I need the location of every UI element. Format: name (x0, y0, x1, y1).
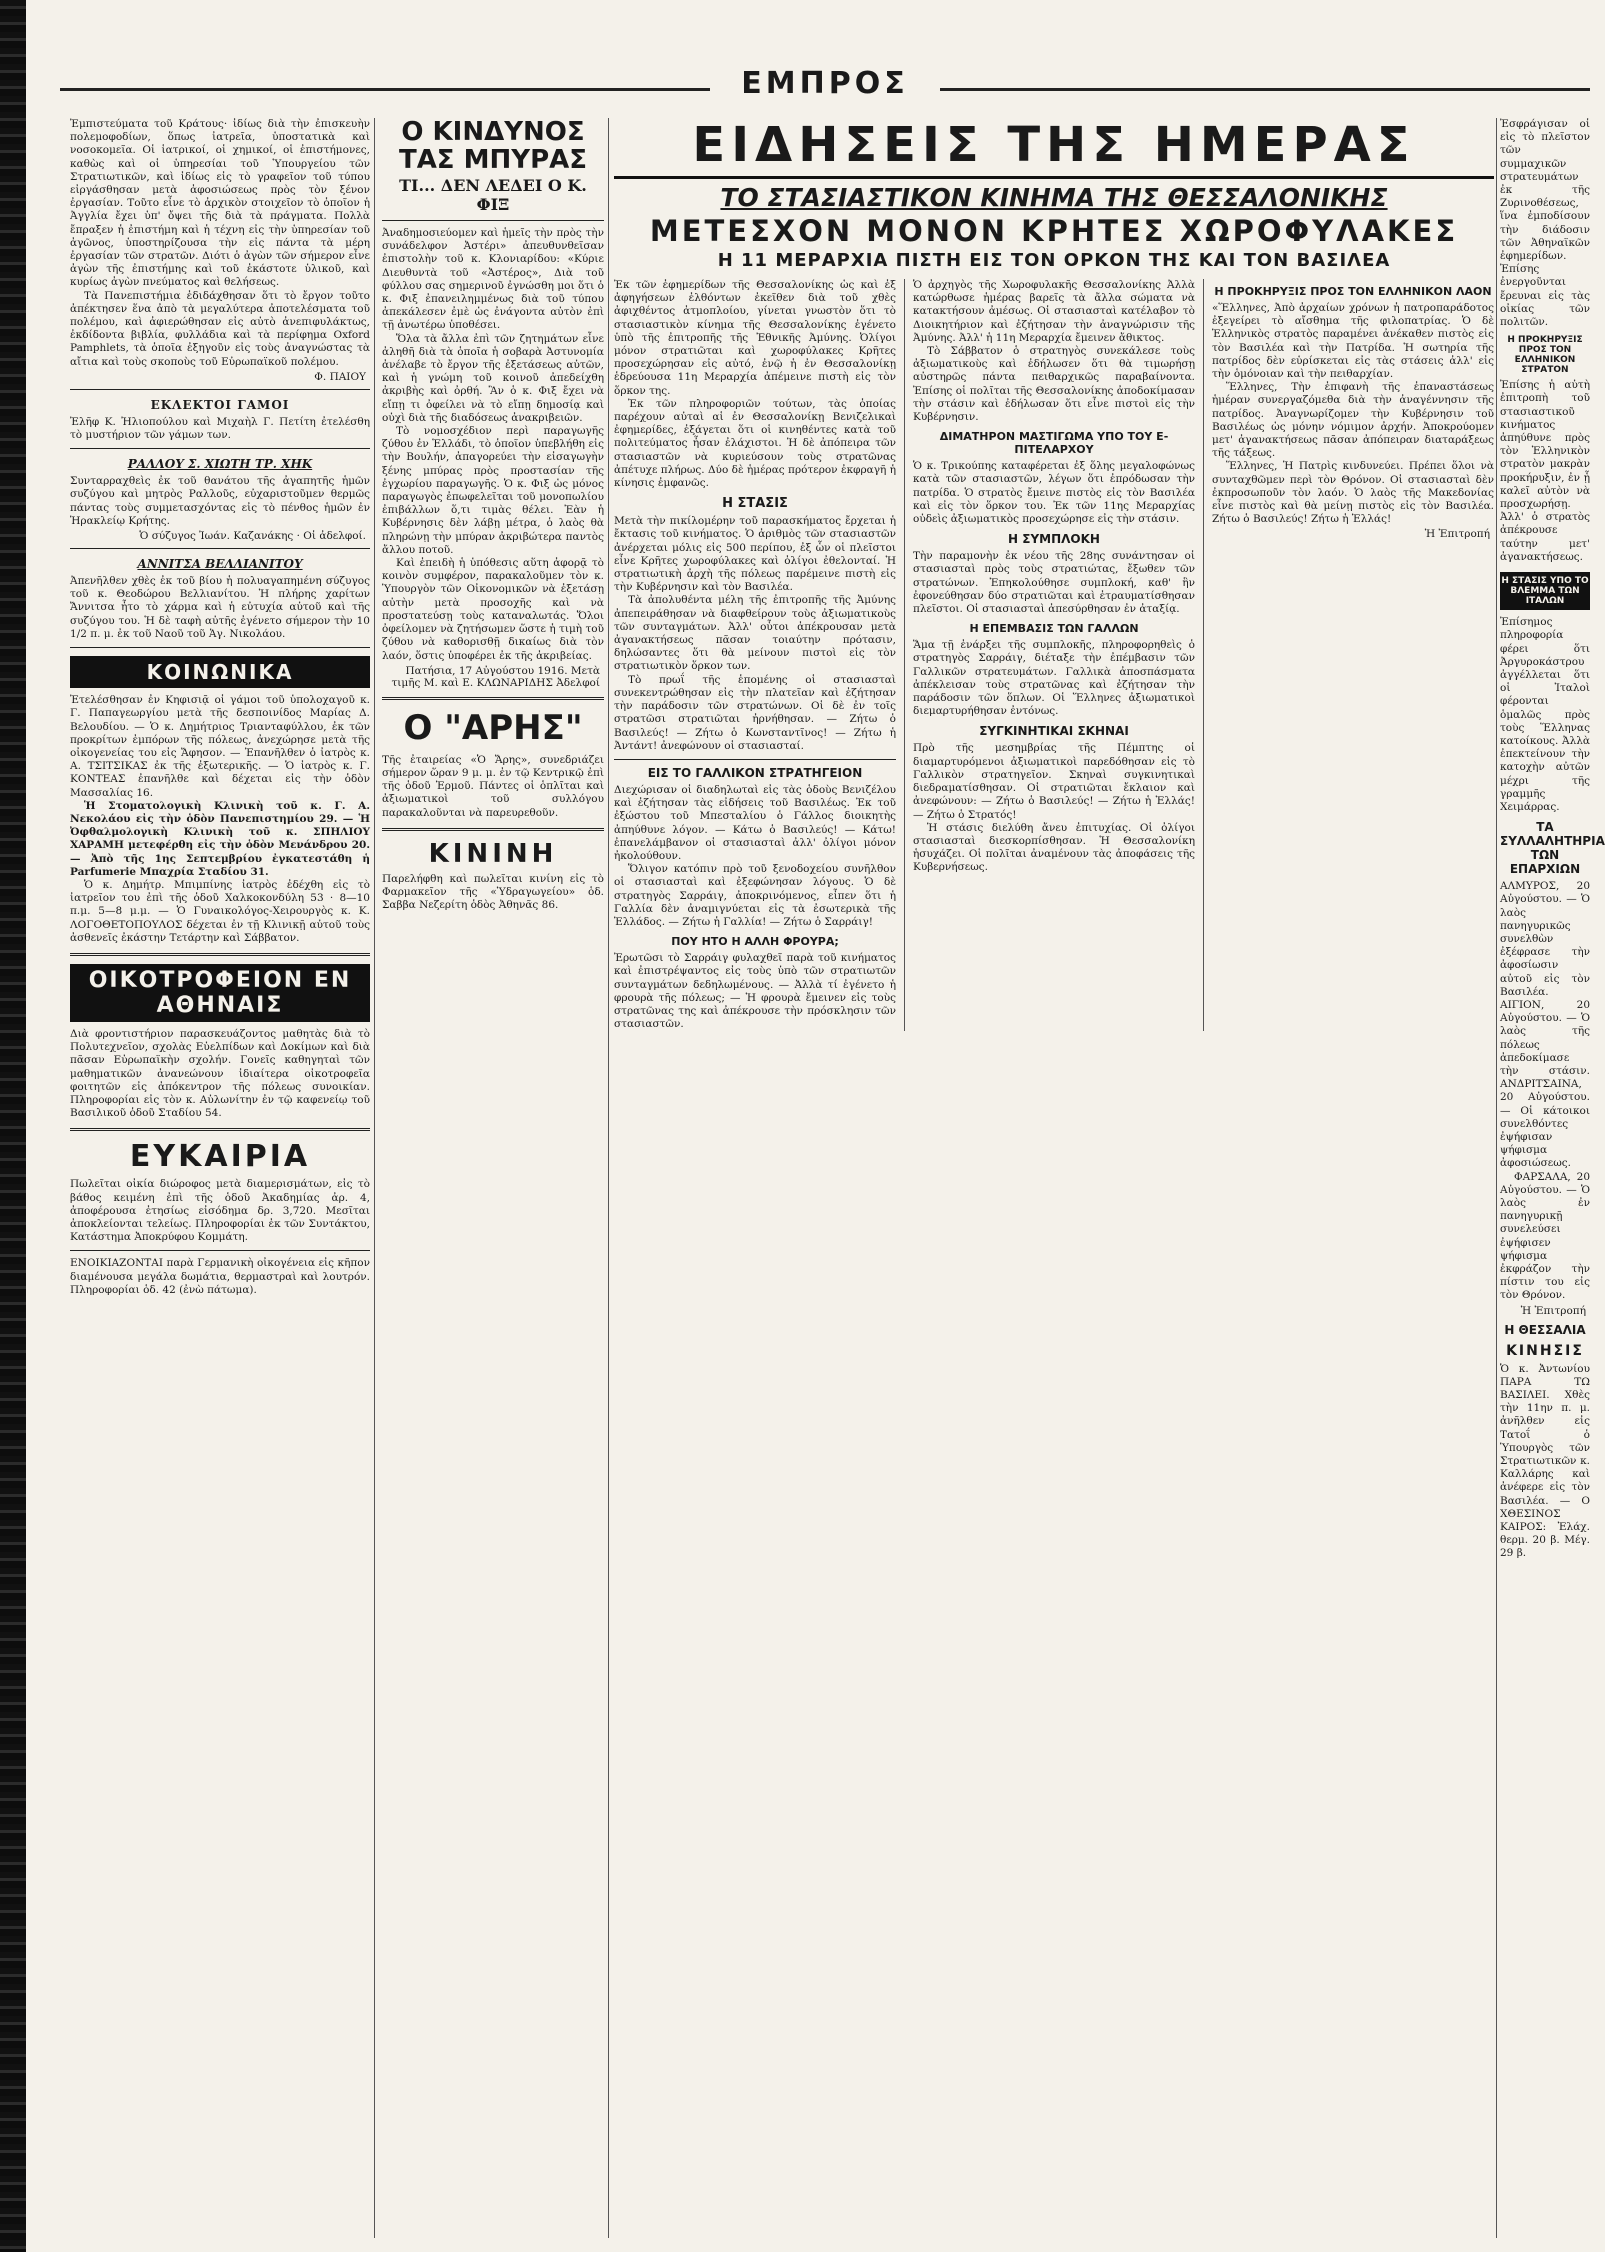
proclamation-signature: Ἡ Ἐπιτροπή (1424, 528, 1490, 541)
news-paragraph: Ἐκ τῶν πληροφοριῶν τούτων, τὰς ὁποίας παρέχουν αὐταὶ αἱ ἐν Θεσσαλονίκῃ Βενιζελικαὶ ἐφημερίδες, ἐξάγεται ὅτι οἱ κινηθέντες κατὰ τοῦ πολιτεύματος ἦσαν ἐλάχιστοι. Ἡ δὲ ἀπόπειρα τῶν στασιαστῶν νὰ κυριεύσουν τοὺς στρατῶνας ἀπέτυχε πλήρως. Δύο δὲ ἡμέρας πρότερον ἐκφραγῆ ἡ κίνησις ἐμφανῶς. (614, 397, 896, 490)
social-text: Ἐτελέσθησαν ἐν Κηφισιᾷ οἱ γάμοι τοῦ ὑπολοχαγοῦ κ. Γ. Παπαγεωργίου μετὰ τῆς δεσποινίδος Μαρίας Δ. Βελουδίου. — Ὁ κ. Δημήτριος Τριανταφύλλου, ἐκ τῶν προκρίτων ἐμπόρων τῆς πόλεως, ἀνεχώρησε μετὰ τῆς οἰκογενείας του εἰς Ἄφησον. — Ἐπανῆλθεν ὁ ἰατρὸς κ. Α. ΤΣΙΤΣΙΚΑΣ ἐκ τῆς ἐξωτερικῆς. — Ὁ ἰατρὸς κ. Γ. ΚΟΝΤΕΑΣ ἐπανῆλθε καὶ δέχεται εἰς τὴν ὁδὸν Μασσαλίας 16. (70, 694, 370, 799)
ares-text: Τῆς ἐταιρείας «Ὁ Ἄρης», συνεδριάζει σήμερον ὥραν 9 μ. μ. ἐν τῷ Κεντρικῷ ἐπὶ τῆς ὁδοῦ Ἑρμοῦ. Πάντες οἱ ὁπλῖται καὶ ἀξιωματικοὶ τοῦ συλλόγου παρακαλοῦνται νὰ παρευρεθοῦν. (382, 753, 604, 819)
divider (70, 953, 370, 956)
heading-intervention: Η ΕΠΕΜΒΑΣΙΣ ΤΩΝ ΓΑΛΛΩΝ (969, 622, 1139, 636)
news-column-rule (904, 279, 905, 1031)
divider (70, 1128, 370, 1131)
divider (70, 448, 370, 449)
news-paragraph: Διεχώρισαν οἱ διαδηλωταὶ εἰς τὰς ὁδοὺς Βενιζέλου καὶ ἐζήτησαν τὰς εἰδήσεις τοῦ Βασιλέως. Ἐκ τοῦ ἐξώστου τοῦ Μπεσταλίου ὁ Γάλλος διοικητὴς ἀπηύθυνε λόγον. — Κάτω ὁ Βασιλεύς! — Κάτω! ἐπανελάμβανον οἱ στασιασταὶ ἀλλ' ὀλίγοι μόνον ἠκολούθουν. (614, 783, 896, 862)
heading-stasis: Η ΣΤΑΣΙΣ (722, 496, 788, 512)
divider (70, 647, 370, 648)
news-headline-3: Η 11 ΜΕΡΑΡΧΙΑ ΠΙΣΤΗ ΕΙΣ ΤΟΝ ΟΡΚΟΝ ΤΗΣ ΚΑΙ ΤΟΝ ΒΑΣΙΛΕΑ (717, 250, 1391, 271)
right-intro: Ἐσφράγισαν οἱ εἰς τὸ πλεῖστον τῶν συμμαχικῶν στρατευμάτων ἐκ τῆς Ζυρινοθέσεως, ἵνα ἐμποδίσουν τὴν διάδοσιν τῶν Ἀθηναϊκῶν ἐφημερίδων. Ἐπίσης ἐνεργοῦνται ἔρευναι εἰς τὰς οἰκίας τῶν πολιτῶν. (1500, 118, 1590, 329)
news-column-c (1212, 279, 1494, 1031)
beer-headline-2: ΤΑΣ ΜΠΥΡΑΣ (398, 145, 588, 175)
article-signature: Φ. ΠΑΙΟΥ (314, 370, 366, 383)
rallies-text: ΑΛΜΥΡΟΣ, 20 Αὐγούστου. — Ὁ λαὸς πανηγυρικῶς συνελθὼν ἐξέφρασε τὴν ἀφοσίωσιν αὐτοῦ εἰς τὸν Βασιλέα. ΑΙΓΙΟΝ, 20 Αὐγούστου. — Ὁ λαὸς τῆς πόλεως ἀπεδοκίμασε τὴν στάσιν. ΑΝΔΡΙΤΣΑΙΝΑ, 20 Αὐγούστου. — Οἱ κάτοικοι συνελθόντες ἐψήφισαν ψήφισμα ἀφοσιώσεως. (1500, 880, 1590, 1170)
news-column-a (614, 279, 896, 1031)
column-rule-3 (1496, 118, 1497, 2238)
obituary-1-signature: Ὁ σύζυγος Ἰωάν. Καζανάκης · Οἱ ἀδελφοί. (139, 530, 366, 543)
heading-french-hq: ΕΙΣ ΤΟ ΓΑΛΛΙΚΟΝ ΣΤΡΑΤΗΓΕΙΟΝ (647, 765, 863, 780)
divider (70, 389, 370, 390)
heading-italians: Η ΣΤΑΣΙΣ ΥΠΟ ΤΟ ΒΛΕΜΜΑ ΤΩΝ ΙΤΑΛΩΝ (1500, 572, 1590, 610)
column-main-news (614, 118, 1494, 2238)
army-proclamation-text: Ἐπίσης ἡ αὐτὴ ἐπιτροπὴ τοῦ στασιαστικοῦ κινήματος ἀπηύθυνε πρὸς τὸν Ἑλληνικὸν στρατὸν μακρὰν προκήρυξιν, ἐν ᾗ καλεῖ αὐτὸν νὰ προσχωρήσῃ. Ἀλλ' ὁ στρατὸς ἀπέκρουσε ταύτην μετ' ἀγανακτήσεως. (1500, 379, 1590, 563)
column-rule-1 (374, 118, 375, 2238)
masthead-title: ΕΜΠΡΟΣ (741, 66, 909, 101)
column-second (382, 118, 604, 2238)
masthead-rule-left (60, 88, 710, 91)
beer-headline-1: Ο ΚΙΝΔΥΝΟΣ (401, 117, 585, 147)
opportunity-text: Πωλεῖται οἰκία διώροφος μετὰ διαμερισμάτων, εἰς τὸ βάθος κειμένη ἐπὶ τῆς ὁδοῦ Ἀκαδημίας ἀρ. 4, ἀποφέρουσα ἐτησίως εἰσόδημα δρ. 3,720. Μεσῖται ἀποκλείονται τελείως. Πληροφορίαι ἐκ τῶν Συντάκτου, Κατάστημα Ἀποκρύφου Κομμάτη. (70, 1178, 370, 1244)
quinine-text: Παρελήφθη καὶ πωλεῖται κινίνη εἰς τὸ Φαρμακεῖον τῆς «Ὑδραγωγείου» ὁδ. Σαββα Νεζερίτη ὁδὸς Ἀθηνᾶς 86. (382, 872, 604, 912)
obituary-2-text: Ἀπενῆλθεν χθὲς ἐκ τοῦ βίου ἡ πολυαγαπημένη σύζυγος τοῦ κ. Θεοδώρου Βελλιανίτου. Ἡ πλήρης χαρίτων Ἄννιτσα ἦτο τὸ χάρμα καὶ ἡ εὐτυχία αὐτοῦ καὶ τῆς συζύγου του. Ἡ δὲ ταφὴ αὐτῆς ἐγένετο σήμερον τὴν 10 1/2 π. μ. ἐκ τοῦ Ναοῦ τοῦ Ἁγ. Νικολάου. (70, 575, 370, 640)
column-left (70, 118, 370, 2238)
news-paragraph: Ὅλιγον κατόπιν πρὸ τοῦ ξενοδοχείου συνῆλθον οἱ στασιασταὶ καὶ ἐξεφώνησαν λόγους. Ὁ δὲ στρατηγὸς Σαρράιγ, ἀποκρινόμενος, εἶπεν ὅτι ἡ Γαλλία δὲν ἀναμιγνύεται εἰς τὰ ἐσωτερικὰ τῆς Ἑλλάδος. — Ζήτω ἡ Γαλλία! — Ζήτω ὁ Σαρράιγ! (614, 863, 896, 928)
divider (382, 220, 604, 221)
beer-article-text-2: Ὅλα τὰ ἄλλα ἐπὶ τῶν ζητημάτων εἶνε ἀληθῆ διὰ τὰ ὁποῖα ἡ σοβαρὰ Ἀστυνομία ἀνέλαβε τὸ ἔργον τῆς ἐξετάσεως αὐτῶν, καὶ ἡ γνώμη τοῦ κοινοῦ ἀπεδείχθη ἀκριβὴς καὶ ὀρθή. Ἂν ὁ κ. Φιξ ἔχει νὰ εἴπῃ τι ὀφείλει νὰ τὸ εἴπῃ δημοσίᾳ καὶ οὐχὶ διὰ τῆς διαδόσεως ἀνακριβειῶν. (382, 332, 604, 424)
masthead-rule-right (940, 88, 1590, 91)
column-right (1500, 118, 1605, 2238)
heading-whipping: ΔΙΜΑΤΗΡΟΝ ΜΑΣΤΙΓΩΜΑ ΥΠΟ ΤΟΥ Ε-ΠΙΤΕΛΑΡΧΟΥ (939, 430, 1169, 457)
news-paragraph: Ὁ κ. Τρικούπης καταφέρεται ἐξ ὅλης μεγαλοφώνως κατὰ τῶν στασιαστῶν, λέγων ὅτι ἐπρόδωσαν τὴν πατρίδα. Ὁ στρατὸς ἔμεινε πιστὸς εἰς τὸν Βασιλέα καὶ εἰς τὸν ὅρκον του. Ἐκ τῶν 11ης Μεραρχίας οὐδεὶς ἀξιωματικὸς προσεχώρησε εἰς τὴν στάσιν. (913, 460, 1195, 526)
beer-article-text: Ἀναδημοσιεύομεν καὶ ἡμεῖς τὴν πρὸς τὴν συνάδελφον Ἀστέρι» ἀπευθυνθεῖσαν ἐπιστολὴν τοῦ κ. Κλονιαρίδου: «Κύριε Διευθυντὰ τοῦ «Ἀστέρος», Διὰ τοῦ φύλλου σας σημερινοῦ ἐγνώσθη μοι ὅτι ὁ κ. Φιξ ἐπανειλημμένως διὰ τοῦ τύπου ἀπεκάλεσεν ἐμὲ ὡς ἐνάγοντα αὐτὸν ἐπὶ τῇ ἀνωτέρω ὑποθέσει. (382, 227, 604, 332)
news-paragraph: Τὰ ἀπολυθέντα μέλη τῆς ἐπιτροπῆς τῆς Ἀμύνης ἀπεπειράθησαν νὰ διαφθείρουν τοὺς ἀξιωματικοὺς τῶν συνταγμάτων. Ἀλλ' οὗτοι ἀπέκρουσαν μετὰ ἀγανακτήσεως πᾶσαν τοιαύτην πρότασιν, δηλώσαντες ὅτι θὰ μείνουν πιστοὶ εἰς τὸν στρατιωτικὸν ὅρκον των. (614, 594, 896, 673)
rallies-text-2: ΦΑΡΣΑΛΑ, 20 Αὐγούστου. — Ὁ λαὸς ἐν πανηγυρικῇ συνελεύσει ἐψήφισεν ψήφισμα ἐκφράζον τὴν πίστιν του εἰς τὸν Θρόνον. (1500, 1170, 1590, 1302)
heading-proclamation: Η ΠΡΟΚΗΡΥΞΙΣ ΠΡΟΣ ΤΟΝ ΕΛΛΗΝΙΚΟΝ ΛΑΟΝ (1214, 285, 1492, 298)
news-columns (614, 279, 1494, 1031)
heading-social: ΚΟΙΝΩΝΙΚΑ (70, 656, 370, 688)
beer-subheadline: ΤΙ... ΔΕΝ ΛΕΔΕΙ Ο Κ. ΦΙΞ (399, 176, 587, 214)
news-headline-1: ΤΟ ΣΤΑΣΙΑΣΤΙΚΟΝ ΚΙΝΗΜΑ ΤΗΣ ΘΕΣΣΑΛΟΝΙΚΗΣ (720, 183, 1388, 212)
heading-opportunity: ΕΥΚΑΙΡΙΑ (129, 1139, 311, 1175)
news-paragraph: Ἅμα τῇ ἐνάρξει τῆς συμπλοκῆς, πληροφορηθεὶς ὁ στρατηγὸς Σαρράιγ, διέταξε τὴν ἐπέμβασιν τῶν Γαλλικῶν στρατευμάτων. Γαλλικὰ ἀποσπάσματα ἀπέκλεισαν τοὺς στρατῶνας καὶ ἐζήτησαν τὴν παράδοσιν τῶν ὅπλων. Οἱ Ἕλληνες ἀξιωματικοὶ διεμαρτυρήθησαν ἐντόνως. (913, 639, 1195, 718)
heading-rallies: ΤΑ ΣΥΛΛΑΛΗΤΗΡΙΑ ΤΩΝ ΕΠΑΡΧΙΩΝ (1500, 820, 1605, 877)
heading-obituary-1: ΡΑΛΛΟΥ Σ. ΧΙΩΤΗ ΤΡ. ΧΗΚ (127, 457, 313, 472)
news-paragraph: Τὸ πρωΐ τῆς ἑπομένης οἱ στασιασταὶ συνεκεντρώθησαν εἰς τὴν πλατεῖαν καὶ ἐζήτησαν τὴν παράδοσιν τῶν στρατώνων. Οἱ δὲ ἐν τοῖς στρατῶσι στρατιῶται ἠρνήθησαν. — Ζήτω ὁ Βασιλεύς! — Ζήτω ὁ Κωνσταντῖνος! — Ζήτω ἡ Ἀντάντ! ἀνεφώνουν οἱ στασιασταί. (614, 673, 896, 752)
rent-text: ΕΝΟΙΚΙΑΖΟΝΤΑΙ παρὰ Γερμανικὴ οἰκογένεια εἰς κῆπον διαμένουσα μεγάλα δωμάτια, θερμαστραὶ καὶ λουτρόν. Πληροφορίαι ὁδ. 42 (ἐνὼ πάτωμα). (70, 1257, 370, 1296)
heading-obituary-2: ΑΝΝΙΤΣΑ ΒΕΛΛΙΑΝΙΤΟΥ (137, 557, 303, 572)
news-paragraph: Ἐρωτῶσι τὸ Σαρράιγ φυλαχθεῖ παρὰ τοῦ κινήματος καὶ ἐπιστρέψαντος εἰς τοὺς ὑπὸ τῶν στρατιωτῶν συνταγμάτων δεδηλωμένους. — Ἀλλὰ τί ἐγένετο ἡ φρουρὰ τῆς πόλεως; — Ἡ φρουρὰ ἔμεινεν εἰς τοὺς στρατῶνας της καὶ ἀπέκρουσε τὴν πρόσκλησιν τῶν στασιαστῶν. (614, 952, 896, 1031)
heading-boarding-house: ΟΙΚΟΤΡΟΦΕΙΟΝ ΕΝ ΑΘΗΝΑΙΣ (70, 964, 370, 1022)
beer-article-signature: Πατήσια, 17 Αὐγούστου 1916. Μετὰ τιμῆς Μ. καὶ Ε. ΚΛΩΝΑΡΙΔΗΣ Ἀδελφοί (391, 664, 600, 689)
heading-yesterday: Η ΘΕΣΣΑΛΙΑ (1504, 1322, 1586, 1337)
proclamation-text: Ἕλληνες, Τὴν ἐπιφανὴ τῆς ἐπαναστάσεως ἡμέραν συνεργαζόμεθα διὰ τὴν ἀναγέννησιν τῆς πατρίδος. Ἀναγνωρίζομεν τὴν Κυβέρνησιν τοῦ Βασιλέως ὡς μόνην νόμιμον ἀρχήν. Ἀποκρούομεν μετ' ἀγανακτήσεως πᾶσαν ἀπόπειραν διαταράξεως τῆς τάξεως. (1212, 381, 1494, 460)
beer-article-text-3: Τὸ νομοσχέδιον περὶ παραγωγῆς ζύθου ἐν Ἑλλάδι, τὸ ὁποῖον ὑπεβλήθη εἰς τὴν Βουλήν, ἀπαγορεύει τὴν εἰσαγωγὴν ξένης μπύρας πρὸς προστασίαν τῆς ἐγχωρίου παραγωγῆς. Ὁ κ. Φιξ ὡς μόνος παραγωγὸς ἐπωφελεῖται τοῦ μονοπωλίου ἐπιβάλλων ὅ,τι τιμὰς θέλει. Ἐὰν ἡ Κυβέρνησις δὲν λάβῃ μέτρα, ὁ λαὸς θὰ πληρώνῃ τὴν μπύραν ἀκριβώτερα παντὸς ἄλλου ποτοῦ. (382, 425, 604, 556)
boarding-house-text: Διὰ φροντιστήριον παρασκευάζοντος μαθητὰς διὰ τὸ Πολυτεχνεῖον, σχολὰς Εὐελπίδων καὶ Δοκίμων καὶ διὰ πᾶσαν Εὐρωπαϊκὴν σχολήν. Γονεῖς καθηγηταὶ τῶν μαθηματικῶν ἀνανεώνουν ἰδιαίτερα οἰκοτροφεῖα φοιτητῶν εἰς ἀπόκεντρον τῆς πόλεως συνοικίαν. Πληροφορίαι εἰς τὸν κ. Αὐλωνίτην ἐν τῷ καφενείῳ τοῦ Βασιλικοῦ ὁδοῦ Σταδίου 54. (70, 1027, 370, 1120)
divider (382, 828, 604, 831)
proclamation-text: «Ἕλληνες, Ἀπὸ ἀρχαίων χρόνων ἡ πατροπαράδοτος ἐξεγείρει τὸ αἴσθημα τῆς φιλοπατρίας. Ὁ δὲ Ἑλληνικὸς στρατὸς παραμένει ἀνέκαθεν πιστὸς εἰς τὸν Βασιλέα καὶ τὴν Πατρίδα. Ἡ σωτηρία τῆς πατρίδος δὲν εὑρίσκεται εἰς τὰς στάσεις ἀλλ' εἰς τὴν ὁμόνοιαν καὶ τὴν πειθαρχίαν. (1212, 302, 1494, 381)
rallies-signature: Ἡ Ἐπιτροπή (1520, 1304, 1586, 1317)
news-paragraph: Τὴν παραμονὴν ἐκ νέου τῆς 28ης συνάντησαν οἱ στασιασταὶ πρὸς τοὺς στρατιώτας, ἔξωθεν τῶν στρατώνων. Ἐπηκολούθησε συμπλοκή, καθ' ἣν ἐφονεύθησαν δύο στρατιῶται καὶ ἐτραυματίσθησαν πλεῖστοι. Οἱ στασιασταὶ ἀπεσύρθησαν ἐν ἀταξίᾳ. (913, 550, 1195, 616)
social-text-3: Ὁ κ. Δημήτρ. Μπιμπίνης ἰατρὸς ἐδέχθη εἰς τὸ ἰατρεῖον του ἐπὶ τῆς ὁδοῦ Χαλκοκονδύλη 53 · 8—10 π.μ. 5—8 μ.μ. — Ὁ Γυναικολόγος-Χειρουργὸς κ. Κ. ΛΟΓΟΘΕΤΟΠΟΥΛΟΣ δέχεται ἐν τῇ Κλινικῇ αὐτοῦ τοὺς ἀσθενεῖς ἐκάστην Τετάρτην καὶ Σάββατον. (70, 878, 370, 944)
heading-army-proclamation: Η ΠΡΟΚΗΡΥΞΙΣ ΠΡΟΣ ΤΟΝ ΕΛΛΗΝΙΚΟΝ ΣΤΡΑΤΟΝ (1507, 335, 1583, 376)
divider (70, 1250, 370, 1251)
heading-clash: Η ΣΥΜΠΛΟΚΗ (1008, 532, 1100, 547)
news-column-rule (1203, 279, 1204, 1031)
masthead (60, 64, 1590, 100)
news-column-b (913, 279, 1195, 1031)
divider (70, 548, 370, 549)
heading-ares: Ο "ΑΡΗΣ" (403, 707, 583, 748)
weddings-text: Ἐλῆφ Κ. Ἠλιοπούλου καὶ Μιχαὴλ Γ. Πετίτη ἐτελέσθη τὸ μυστήριον τῶν γάμων των. (70, 415, 370, 442)
news-paragraph: Ὁ ἀρχηγὸς τῆς Χωροφυλακῆς Θεσσαλονίκης Ἀλλὰ κατώρθωσε ἡμέρας βαρεῖς τὰ ἄλλα σώματα νὰ κατακτήσουν ἀμέσως. Οἱ στασιασταὶ κατέλαβον τὸ Διοικητήριον καὶ ἐζήτησαν τὴν ἀναγνώρισιν τῆς Ἀμύνης. Ἀλλ' ἡ 11η Μεραρχία ἔμεινεν ἄθικτος. (913, 279, 1195, 344)
heading-quinine: ΚΙΝΙΝΗ (428, 838, 558, 869)
news-paragraph: Πρὸ τῆς μεσημβρίας τῆς Πέμπτης οἱ διαμαρτυρόμενοι ἀξιωματικοὶ παρεδόθησαν εἰς τὸ Γαλλικὸν στρατηγεῖον. Σκηναὶ συγκινητικαὶ διεδραματίσθησαν. Οἱ στρατιῶται ἔκλαιον καὶ ἀνεφώνουν: — Ζήτω ὁ Βασιλεύς! — Ζήτω ἡ Ἑλλάς! — Ζήτω ὁ Στρατός! (913, 742, 1195, 821)
movements-text: Ὁ κ. Ἀντωνίου ΠΑΡΑ ΤΩ ΒΑΣΙΛΕΙ. Χθὲς τὴν 11ην π. μ. ἀνῆλθεν εἰς Τατοΐ ὁ Ὑπουργὸς τῶν Στρατιωτικῶν κ. Καλλάρης καὶ ἀνέφερε εἰς τὸν Βασιλέα. — Ο ΧΘΕΣΙΝΟΣ ΚΑΙΡΟΣ: Ἐλάχ. θερμ. 20 β. Μέγ. 29 β. (1500, 1362, 1590, 1560)
news-paragraph: Τὸ Σάββατον ὁ στρατηγὸς συνεκάλεσε τοὺς ἀξιωματικοὺς καὶ ἐδήλωσεν ὅτι θὰ τιμωρήσῃ αὐστηρῶς πάντα πειθαρχικῶς παραβαίνοντα. Ἐπίσης οἱ πολῖται τῆς Θεσσαλονίκης ἀποδοκίμασαν τὴν στάσιν καὶ ἐδήλωσαν ὅτι εἶνε πιστοὶ εἰς τὴν Κυβέρνησιν. (913, 345, 1195, 424)
obituary-1-text: Συνταρραχθεὶς ἐκ τοῦ θανάτου τῆς ἀγαπητῆς ἡμῶν συζύγου καὶ μητρὸς Ραλλοῦς, εὐχαριστοῦμεν θερμῶς πάντας τοὺς συμμετασχόντας εἰς τὸ πένθος ἡμῶν ἐν Ἡρακλείῳ Κρήτης. (70, 475, 370, 527)
article-intro: Ἐμπιστεύματα τοῦ Κράτους· ἰδίως διὰ τὴν ἐπισκευὴν πολεμοφοδίων, ὅπως ἰατρεῖα, ὑποστατικὰ καὶ νοσοκομεῖα. Οἱ ἱατρικοί, οἱ χημικοί, οἱ ἐπιστήμονες, καθὼς καὶ οἱ ὑπηρεσίαι τοῦ Ὑπουργείου τῶν Στρατιωτικῶν, καὶ ἰδίως εἰς τὸ γραφεῖον τοῦ τύπου εἰργάσθησαν μετὰ ἀφοσιώσεως πρὸς τὸν ξένον ἐργασίαν. Τοῦτο εἶνε τὸ ἀρχικὸν στοιχεῖον τὸ ὁποῖον ἡ Ἀγγλία ἔχει ὑπ' ὄψει τῆς διὰ τὰ πράγματα. Πολλὰ ἔπραξεν ἡ ἐπιστήμη καὶ ἡ τέχνη εἰς τὴν ὑπηρεσίαν τοῦ ἀγῶνος, ὑποστηρίζουσα τὴν εἰς πάντα τὰ μέρη ἐργασίαν τῶν στρατῶν. Διότι ὁ ἀγὼν τῶν σήμερον εἶνε ἀγὼν τῆς ἐπιστήμης καὶ τοῦ ἑκάστοτε ὑλικοῦ, καὶ κυρίως ἀγὼν πνεύματος καὶ θελήσεως. (70, 118, 370, 289)
divider (382, 697, 604, 700)
italians-text: Ἐπίσημος πληροφορία φέρει ὅτι Ἀργυροκάστρου ἀγγέλλεται ὅτι οἱ Ἰταλοὶ φέρονται ὁμαλῶς πρὸς τοὺς Ἕλληνας κατοίκους. Ἀλλὰ ἐπεκτείνουν τὴν κατοχὴν αὐτῶν μέχρι τῆς γραμμῆς Χειμάρρας. (1500, 616, 1590, 813)
article-intro-2: Τὰ Πανεπιστήμια ἐδιδάχθησαν ὅτι τὸ ἔργον τοῦτο ἀπέκτησεν ἕνα ἀπὸ τὰ μεγαλύτερα ἀποτελέσματα τοῦ πολέμου, καὶ ἀφιερώθησαν εἰς αὐτὸ ἀνεπιφυλάκτως, ἐκδίδοντα βιβλία, φυλλάδια καὶ τὰ περίφημα Oxford Pamphlets, τὰ ὁποῖα ἐξηγοῦν εἰς τοὺς ἀναγνώστας τὰ αἴτια καὶ τοὺς σκοποὺς τοῦ Εὐρωπαϊκοῦ πολέμου. (70, 289, 370, 368)
news-paragraph: Ἡ στάσις διελύθη ἄνευ ἐπιτυχίας. Οἱ ὀλίγοι στασιασταὶ διεσκορπίσθησαν. Ἡ Θεσσαλονίκη ἡσυχάζει. Οἱ πολῖται ἀναμένουν τὰς ἀποφάσεις τῆς Κυβερνήσεως. (913, 821, 1195, 874)
news-headline-2: ΜΕΤΕΣΧΟΝ ΜΟΝΟΝ ΚΡΗΤΕΣ ΧΩΡΟΦΥΛΑΚΕΣ (649, 214, 1459, 248)
news-paragraph: Μετὰ τὴν πικίλομέρην τοῦ παρασκήματος ἔρχεται ἡ ἔκτασις τοῦ κινήματος. Ὁ ἀριθμὸς τῶν στασιαστῶν ἀνέρχεται μόλις εἰς 500 περίπου, ἐξ ὧν οἱ πλεῖστοι εἶνε Κρῆτες χωροφύλακες καὶ ὀλίγοι ἐθελονταί. Ἡ στρατιωτικὴ ἀρχὴ τῆς πόλεως παρέμεινε πιστὴ εἰς τὴν Κυβέρνησιν καὶ τὸν Βασιλέα. (614, 515, 896, 594)
heading-scenes: ΣΥΓΚΙΝΗΤΙΚΑΙ ΣΚΗΝΑΙ (979, 724, 1129, 739)
heading-weddings: ΕΚΛΕΚΤΟΙ ΓΑΜΟΙ (150, 397, 290, 412)
news-paragraph: Ἐκ τῶν ἐφημερίδων τῆς Θεσσαλονίκης ὡς καὶ ἐξ ἀφηγήσεων ἐλθόντων ἐκεῖθεν διὰ τοῦ χθὲς ἀφιχθέντος ἀτμοπλοίου, γίνεται γνωστὸν ὅτι τὸ στασιαστικὸν κίνημα τῆς Θεσσαλονίκης ἐγένετο ὑπὸ τῆς ἐπιτροπῆς τῆς Ἐθνικῆς Ἀμύνης. Ὀλίγοι μόνον στρατιῶται καὶ χωροφύλακες Κρῆτες προσεχώρησαν εἰς αὐτό, ἐνῷ ἡ ἐν Θεσσαλονίκῃ ἑδρεύουσα 11η Μεραρχία ἀπέμεινε πιστὴ εἰς τὸν ὅρκον της. (614, 279, 896, 397)
social-text-2: Ἡ Στοματολογικὴ Κλινικὴ τοῦ κ. Γ. Α. Νεκολάου εἰς τὴν ὁδὸν Πανεπιστημίου 29. — Ἡ Ὀφθαλμολογικὴ Κλινικὴ τοῦ κ. ΣΠΗΛΙΟΥ ΧΑΡΑΜΗ μετεφέρθη εἰς τὴν ὁδὸν Μενάνδρου 20. — Ἀπὸ τῆς 1ης Σεπτεμβρίου ἐγκατεστάθη ἡ Parfumerie Μπαχρία Σταδίου 31. (70, 799, 370, 878)
heading-other-guard: ΠΟΥ ΗΤΟ Η ΑΛΛΗ ΦΡΟΥΡΑ; (671, 935, 839, 949)
column-rule-2 (608, 118, 609, 2238)
news-banner: ΕΙΔΗΣΕΙΣ ΤΗΣ ΗΜΕΡΑΣ (614, 118, 1494, 179)
divider (614, 759, 896, 760)
heading-movements: ΚΙΝΗΣΙΣ (1506, 1342, 1584, 1359)
proclamation-text: Ἕλληνες, Ἡ Πατρὶς κινδυνεύει. Πρέπει ὅλοι νὰ συνταχθῶμεν περὶ τὸν Θρόνον. Οἱ στασιασταὶ δὲν ἐκπροσωποῦν τὸν λαόν. Ὁ λαὸς τῆς Μακεδονίας εἶνε πιστὸς καὶ θὰ μείνῃ πιστὸς εἰς τὸν Βασιλέα. Ζήτω ὁ Βασιλεύς! Ζήτω ἡ Ἑλλάς! (1212, 460, 1494, 526)
beer-article-text-4: Καὶ ἐπειδὴ ἡ ὑπόθεσις αὕτη ἀφορᾷ τὸ κοινὸν συμφέρον, παρακαλοῦμεν τὸν κ. Ὑπουργὸν τῶν Οἰκονομικῶν νὰ ἐξετάσῃ αὐτὴν μετὰ προσοχῆς καὶ νὰ προστατεύσῃ τοὺς καταναλωτάς. Ὅλοι ὀφείλομεν νὰ ζητήσωμεν ὥστε ἡ τιμὴ τοῦ ζύθου νὰ καθορισθῇ δικαίως διὰ τὸν λαόν, ὅστις ὑποφέρει ἐκ τῆς ἀκριβείας. (382, 557, 604, 662)
